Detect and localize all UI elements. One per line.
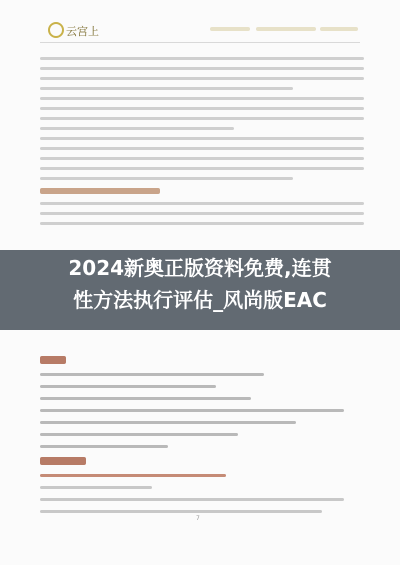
header-divider [40, 42, 360, 43]
body-text-block-1 [40, 50, 364, 232]
logo-text: 云宫上 [66, 25, 99, 38]
logo-mark-icon [48, 22, 64, 38]
header-caption [210, 24, 360, 34]
logo [48, 22, 112, 38]
banner-line-2: 性方法执行评估_风尚版EAC [73, 288, 327, 312]
answer-tag [40, 457, 86, 465]
section-heading [40, 188, 160, 194]
page-number: 7 [196, 515, 200, 522]
question-tag [40, 356, 66, 364]
title-banner [0, 252, 400, 316]
banner-line-1: 2024新奥正版资料免费,连贯 [68, 256, 332, 280]
question-section [40, 350, 360, 522]
